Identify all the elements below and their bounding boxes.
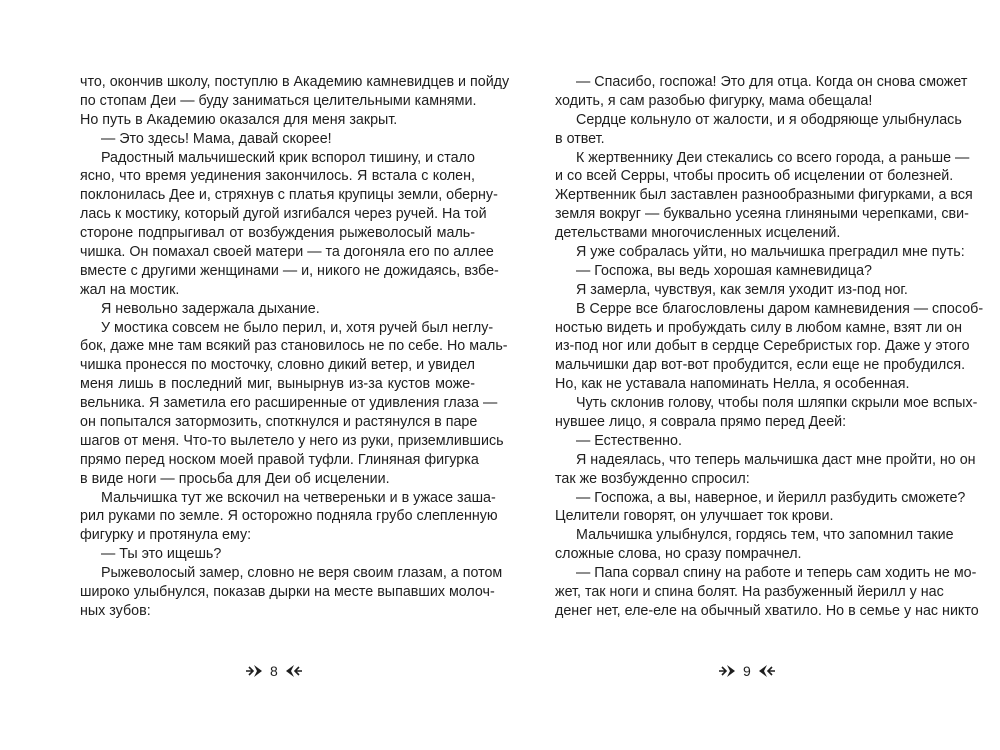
text-line: У мостика совсем не было перил, и, хотя ручей был неглу- bbox=[101, 319, 494, 336]
text-line: Радостный мальчишеский крик вспорол тишину, и стало bbox=[101, 149, 475, 166]
text-line: он попытался затормозить, споткнулся и растянулся в паре bbox=[80, 414, 478, 431]
text-line: лась к мостику, который дугой изгибался через ручей. На той bbox=[80, 206, 487, 223]
text-line: ясно, что время уединения закончилось. Я встала с колен, bbox=[80, 168, 475, 185]
text-line: Жертвенник был заставлен разнообразными фигурками, а вся bbox=[555, 187, 973, 204]
text-line: фигурку и протянула ему: bbox=[80, 527, 252, 544]
text-line: по стопам Деи — буду заниматься целительными камнями. bbox=[80, 92, 477, 109]
text-line: жал на мостик. bbox=[80, 281, 180, 298]
text-line: в виде ноги — просьба для Деи об исцелении. bbox=[80, 470, 390, 487]
text-line: рил руками по земле. Я осторожно подняла грубо слепленную bbox=[80, 508, 498, 525]
text-line: земля вокруг — буквально усеяна глиняными черепками, сви- bbox=[555, 206, 969, 223]
text-line: — Естественно. bbox=[576, 432, 682, 449]
page-number-text: 9 bbox=[743, 663, 751, 679]
text-line: стороне подпрыгивал от возбуждения рыжеволосый маль- bbox=[80, 225, 475, 242]
text-line: Целители говорят, он улучшает ток крови. bbox=[555, 508, 834, 525]
left-page bbox=[80, 73, 510, 621]
text-line: вельника. Я заметила его расширенные от удивления глаза — bbox=[80, 395, 498, 412]
text-line: — Ты это ищешь? bbox=[101, 546, 222, 563]
text-line: так же возбужденно спросил: bbox=[555, 470, 750, 487]
text-line: денег нет, еле-еле на обычный хватило. Но в семье у нас никто bbox=[555, 602, 979, 619]
page-number-left bbox=[245, 663, 303, 679]
text-line: Я уже собралась уйти, но мальчишка преградил мне путь: bbox=[576, 244, 965, 261]
text-line: прямо перед носком моей правой туфли. Глиняная фигурка bbox=[80, 451, 479, 468]
text-line: — Спасибо, госпожа! Это для отца. Когда он снова сможет bbox=[576, 74, 968, 90]
text-line: Я замерла, чувствуя, как земля уходит из-под ног. bbox=[576, 281, 908, 298]
right-page bbox=[555, 73, 984, 621]
text-line: жет, так ноги и спина болят. На разбуженный йерилл у нас bbox=[555, 584, 944, 601]
arrow-ornament-left-icon bbox=[758, 664, 776, 678]
text-line: поклонилась Дее и, стряхнув с платья крупицы земли, оберну- bbox=[80, 187, 498, 204]
text-line: вместе с другими женщинами — и, никого не дожидаясь, взбе- bbox=[80, 262, 499, 279]
arrow-ornament-right-icon bbox=[245, 664, 263, 678]
text-line: Мальчишка тут же вскочил на четвереньки и в ужасе заша- bbox=[101, 489, 496, 506]
text-line: Чуть склонив голову, чтобы поля шляпки скрыли мое вспых- bbox=[576, 395, 978, 412]
text-line: Сердце кольнуло от жалости, и я ободряюще улыбнулась bbox=[576, 111, 962, 128]
text-line: нувшее лицо, я соврала прямо перед Деей: bbox=[555, 414, 847, 431]
text-line: — Это здесь! Мама, давай скорее! bbox=[101, 130, 332, 147]
text-line: Но путь в Академию оказался для меня закрыт. bbox=[80, 111, 398, 128]
text-line: меня лишь в последний миг, вынырнув из-за кустов може- bbox=[80, 376, 475, 393]
text-line: — Госпожа, вы ведь хорошая камневидица? bbox=[576, 262, 872, 279]
text-line: Я надеялась, что теперь мальчишка даст мне пройти, но он bbox=[576, 451, 976, 468]
text-line: и со всей Серры, чтобы просить об исцелении от болезней. bbox=[555, 168, 954, 185]
text-line: чишка. Он помахал своей матери — та догоняла его по аллее bbox=[80, 244, 494, 261]
arrow-ornament-right-icon bbox=[718, 664, 736, 678]
text-line: В Серре все благословлены даром камневидения — способ- bbox=[576, 300, 984, 317]
text-line: из-под ног или добыт в сердце Серебристых гор. Даже у этого bbox=[555, 338, 970, 355]
text-line: ходить, я сам разобью фигурку, мама обещала! bbox=[555, 92, 873, 109]
text-line: — Госпожа, а вы, наверное, и йерилл разбудить сможете? bbox=[576, 489, 966, 506]
text-line: ностью видеть и пробуждать силу в любом камне, взят ли он bbox=[555, 319, 963, 336]
text-line: — Папа сорвал спину на работе и теперь сам ходить не мо- bbox=[576, 565, 977, 582]
text-line: шагов от меня. Что-то вылетело у него из руки, приземлившись bbox=[80, 432, 504, 449]
text-line: Мальчишка улыбнулся, гордясь тем, что запомнил такие bbox=[576, 527, 954, 544]
text-line: Я невольно задержала дыхание. bbox=[101, 300, 320, 317]
text-line: ных зубов: bbox=[80, 602, 151, 619]
text-line: мальчишки дар вот-вот пробудится, если еще не пробудился. bbox=[555, 357, 966, 374]
text-line: что, окончив школу, поступлю в Академию камневидцев и пойду bbox=[80, 74, 510, 90]
text-line: бок, даже мне там всякий раз становилось не по себе. Но маль- bbox=[80, 338, 508, 355]
text-line: Рыжеволосый замер, словно не веря своим глазам, а потом bbox=[101, 565, 503, 582]
text-line: Но, как не уставала напоминать Нелла, я особенная. bbox=[555, 376, 910, 393]
arrow-ornament-left-icon bbox=[285, 664, 303, 678]
text-line: широко улыбнулся, показав дырки на месте выпавших молоч- bbox=[80, 584, 495, 601]
text-line: детельствами многочисленных исцелений. bbox=[555, 225, 841, 242]
text-line: в ответ. bbox=[555, 130, 605, 147]
text-line: сложные слова, но сразу помрачнел. bbox=[555, 546, 802, 563]
page-number-text: 8 bbox=[270, 663, 278, 679]
text-line: К жертвеннику Деи стекались со всего города, а раньше — bbox=[576, 149, 970, 166]
text-line: чишка пронесся по мосточку, словно дикий ветер, и увидел bbox=[80, 357, 475, 374]
page-number-right bbox=[718, 663, 776, 679]
